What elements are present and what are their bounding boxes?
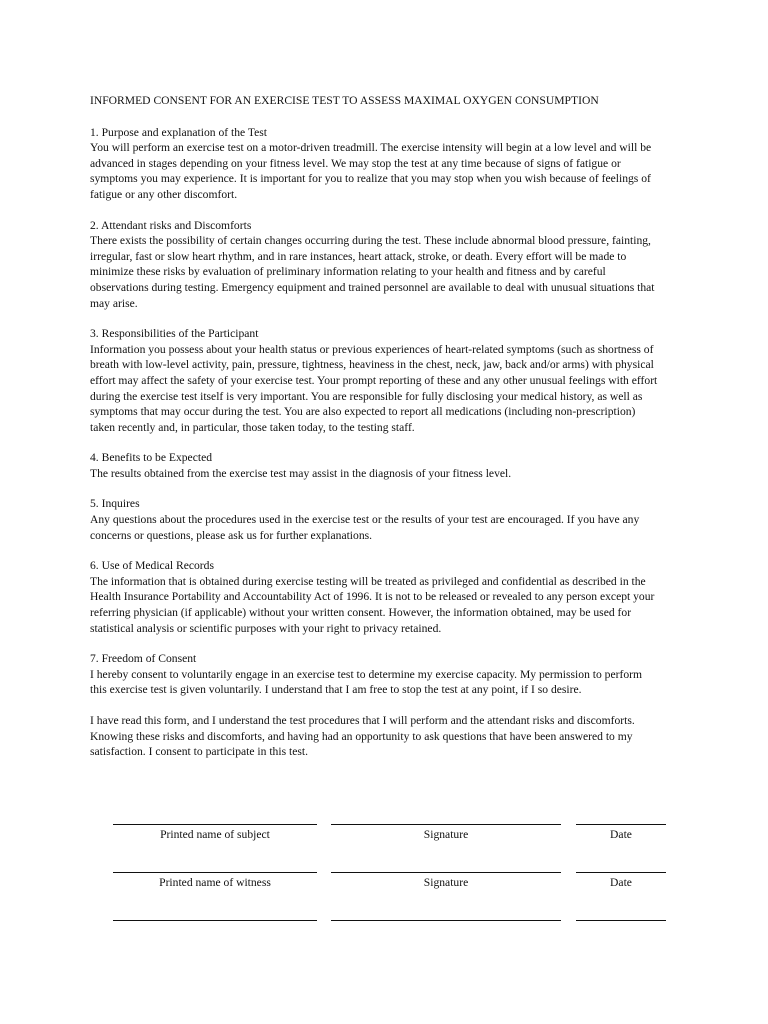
subject-name-line[interactable] [113, 824, 317, 825]
section-body: There exists the possibility of certain changes occurring during the test. These include abnormal blood pressure, fainting, irregular, fast or slow heart rhythm, and in rare instances, heart attack, stroke, or death. Every effort will be made to minimize these risks by evaluation of preliminary information relating to your health and fitness and by careful observations during testing. Emergency equipment and trained personnel are available to deal with unusual situations that may arise. [90, 234, 655, 310]
witness-signature-label: Signature [423, 876, 469, 889]
witness-signature-line[interactable] [331, 872, 561, 873]
section-heading: 6. Use of Medical Records [90, 559, 214, 573]
section-heading: 5. Inquires [90, 497, 140, 511]
section-heading: 4. Benefits to be Expected [90, 451, 213, 465]
blank-name-line[interactable] [113, 920, 317, 921]
section-heading: 7. Freedom of Consent [90, 652, 197, 666]
blank-signature-line[interactable] [331, 920, 561, 921]
section-benefits [90, 450, 660, 481]
section-body: I hereby consent to voluntarily engage in an exercise test to determine my exercise capacity. My permission to perform this exercise test is given voluntarily. I understand that I am free to stop the test at any point, if I so desire. [90, 667, 643, 697]
signature-row-blank [113, 920, 668, 968]
subject-date-label: Date [610, 828, 632, 841]
subject-name-label: Printed name of subject [160, 828, 270, 841]
section-heading: 1. Purpose and explanation of the Test [90, 125, 268, 139]
witness-date-label: Date [610, 876, 632, 889]
signature-row-witness [113, 872, 668, 920]
blank-date-line[interactable] [576, 920, 666, 921]
section-purpose [90, 125, 660, 203]
subject-date-line[interactable] [576, 824, 666, 825]
document-title: INFORMED CONSENT FOR AN EXERCISE TEST TO ASSESS MAXIMAL OXYGEN CONSUMPTION [90, 94, 599, 107]
section-medical-records [90, 558, 660, 636]
signature-row-subject [113, 824, 668, 872]
subject-signature-label: Signature [423, 828, 469, 841]
section-body: The information that is obtained during exercise testing will be treated as privileged and confidential as described in the Health Insurance Portability and Accountability Act of 1996. It is not to be released or revealed to any person except your referring physician (if applicable) without your written consent. However, the information obtained, may be used for statistical analysis or scientific purposes with your right to privacy retained. [90, 574, 655, 635]
section-inquires [90, 496, 660, 543]
section-freedom-of-consent [90, 651, 660, 698]
section-heading: 3. Responsibilities of the Participant [90, 327, 259, 341]
witness-name-label: Printed name of witness [159, 876, 271, 889]
section-responsibilities [90, 326, 660, 435]
section-body: Information you possess about your health status or previous experiences of heart-related symptoms (such as shortness of breath with low-level activity, pain, pressure, tightness, heaviness in the chest, neck, jaw, back and/or arms) with physical effort may affect the safety of your exercise test. Your prompt reporting of these and any other unusual feelings with effort during the exercise test itself is very important. You are responsible for fully disclosing your medical history, as well as symptoms that may occur during the test. You are also expected to report all medications (including non-prescription) taken recently and, in particular, those taken today, to the testing staff. [90, 342, 658, 434]
witness-date-line[interactable] [576, 872, 666, 873]
signature-block [113, 824, 668, 968]
subject-signature-line[interactable] [331, 824, 561, 825]
witness-name-line[interactable] [113, 872, 317, 873]
consent-statement: I have read this form, and I understand the test procedures that I will perform and the attendant risks and discomforts. Knowing these risks and discomforts, and having had an opportunity to ask questions that have been answered to my satisfaction. I consent to participate in this test. [90, 714, 635, 759]
consent-document [90, 93, 660, 760]
section-body: You will perform an exercise test on a motor-driven treadmill. The exercise intensity will begin at a low level and will be advanced in stages depending on your fitness level. We may stop the test at any time because of signs of fatigue or symptoms you may experience. It is important for you to realize that you may stop when you wish because of feelings of fatigue or any other discomfort. [90, 141, 652, 201]
section-body: Any questions about the procedures used in the exercise test or the results of your test are encouraged. If you have any concerns or questions, please ask us for further explanations. [90, 513, 640, 542]
section-heading: 2. Attendant risks and Discomforts [90, 218, 252, 232]
section-risks [90, 218, 660, 312]
section-body: The results obtained from the exercise test may assist in the diagnosis of your fitness level. [90, 466, 512, 480]
